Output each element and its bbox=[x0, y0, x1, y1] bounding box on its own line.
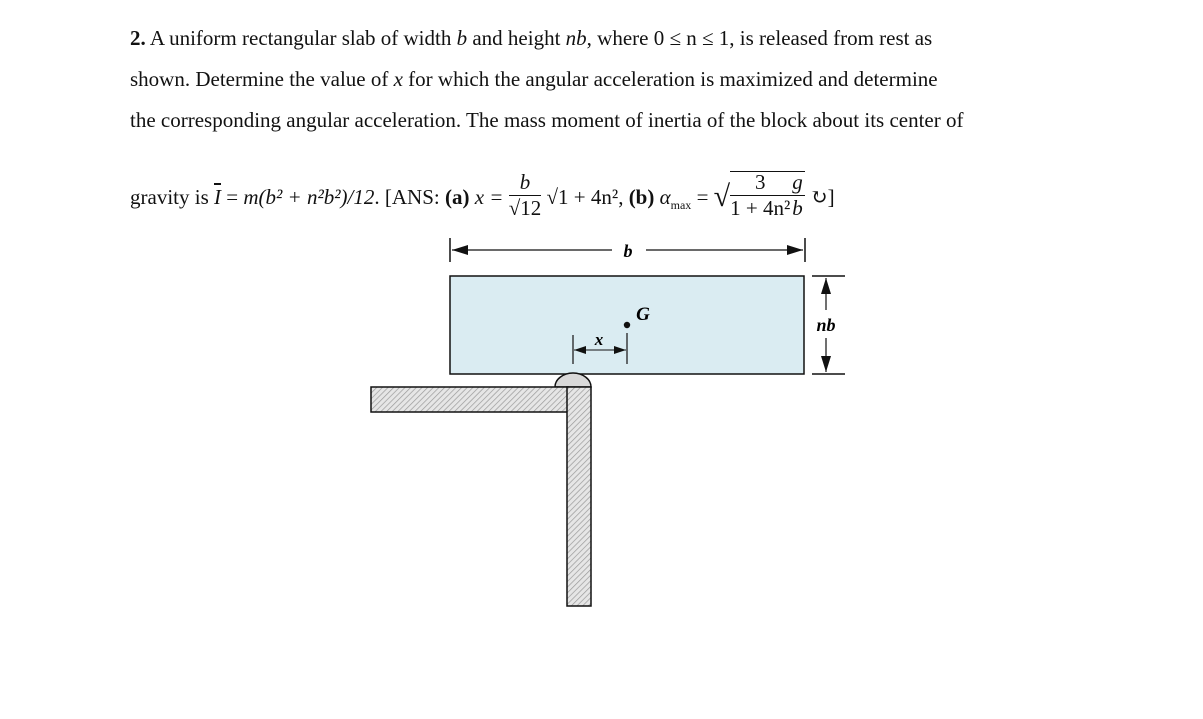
comma: , bbox=[618, 184, 624, 209]
equals-sign: = bbox=[696, 184, 709, 209]
answer-a-lhs: x = bbox=[474, 184, 504, 209]
inertia-expression: m(b² + n²b²)/12 bbox=[243, 184, 375, 209]
sqrt-sign: √ bbox=[713, 179, 731, 213]
fraction-numerator: b bbox=[509, 172, 542, 196]
vertical-support-post bbox=[567, 387, 591, 606]
inertia-symbol: $\overline{I}$ bbox=[214, 184, 221, 209]
range-expression: 0 ≤ n ≤ 1 bbox=[653, 26, 730, 50]
answer-close: ] bbox=[827, 184, 835, 209]
var-x: x bbox=[393, 67, 403, 91]
text-segment: , is released from rest as bbox=[729, 26, 933, 50]
var-nb: nb bbox=[565, 26, 587, 50]
answer-open: [ANS: bbox=[384, 184, 440, 209]
equals-sign: = bbox=[226, 184, 239, 209]
alpha-subscript: max bbox=[670, 198, 692, 212]
fraction-denominator: b bbox=[792, 196, 803, 220]
pivot-support bbox=[555, 373, 591, 387]
fraction-denominator: 1 + 4n² bbox=[730, 196, 791, 220]
text-segment: A uniform rectangular slab of width bbox=[149, 26, 452, 50]
fraction-denominator: √12 bbox=[508, 195, 542, 220]
answer-a-label: (a) bbox=[444, 184, 470, 209]
text-segment: shown. Determine the value of bbox=[130, 67, 389, 91]
answer-b-label: (b) bbox=[628, 184, 655, 209]
var-b: b bbox=[456, 26, 468, 50]
fraction-numerator: 3 bbox=[730, 172, 790, 196]
cg-label: G bbox=[636, 304, 650, 325]
fraction-numerator: g bbox=[792, 170, 803, 194]
text-segment: the corresponding angular acceleration. The mass moment of inertia of the block about its center of bbox=[130, 108, 964, 132]
width-label: b bbox=[623, 241, 633, 261]
text-segment: , where bbox=[586, 26, 649, 50]
problem-number: 2. bbox=[130, 26, 146, 50]
text-segment: and height bbox=[472, 26, 561, 50]
period: . bbox=[374, 184, 380, 209]
x-label: x bbox=[594, 330, 604, 349]
text-segment: gravity is bbox=[130, 184, 209, 209]
center-of-gravity-dot bbox=[624, 322, 630, 328]
text-segment: for which the angular acceleration is maximized and determine bbox=[408, 67, 938, 91]
height-label: nb bbox=[816, 315, 836, 335]
horizontal-support-arm bbox=[371, 387, 568, 412]
answer-a-root: √1 + 4n² bbox=[546, 184, 619, 209]
clockwise-rotation-icon: ↻ bbox=[810, 184, 828, 209]
alpha-symbol: α bbox=[659, 184, 671, 209]
